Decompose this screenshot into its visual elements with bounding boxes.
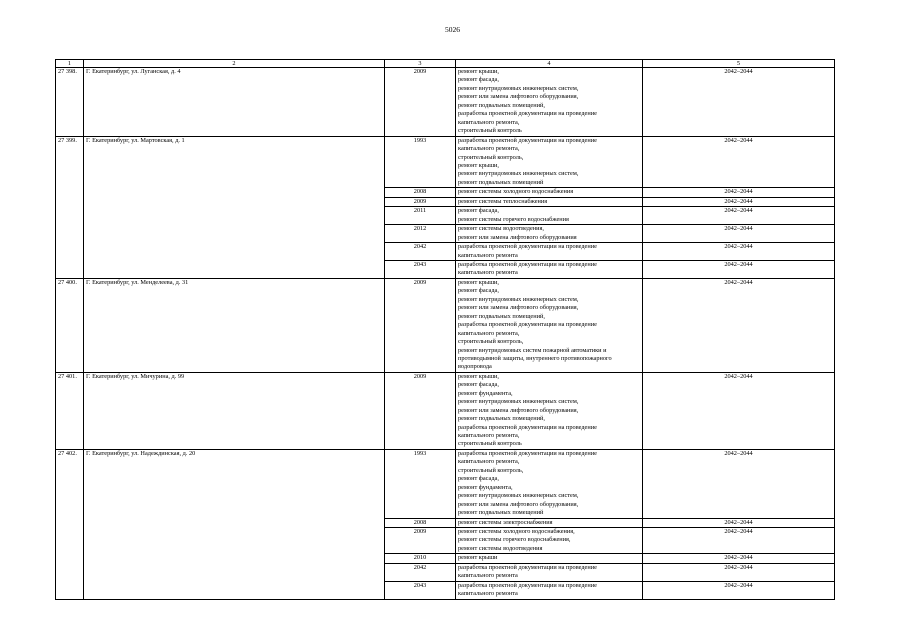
work-item: строительный контроль xyxy=(458,127,522,135)
work-item: ремонт системы водоотведения xyxy=(458,544,543,552)
work-item: ремонт подвальных помещений xyxy=(458,509,544,517)
page-number: 5026 xyxy=(445,25,460,34)
work-item: ремонт фундамента, xyxy=(458,483,513,491)
period-cell: 2042–2044 xyxy=(643,554,835,563)
work-item: ремонт системы холодного водоснабжения xyxy=(458,188,574,196)
work-item: ремонт внутридомовых инженерных систем, xyxy=(458,170,579,178)
year-cell: 2011 xyxy=(385,207,456,225)
work-item: разработка проектной документации на проведение xyxy=(458,136,597,144)
address-cell: Г. Екатеринбург, ул. Мартовская, д. 1 xyxy=(84,136,385,278)
works-cell xyxy=(456,581,643,599)
period-cell: 2042–2044 xyxy=(643,449,835,518)
work-item: ремонт системы горячего водоснабжения xyxy=(458,215,569,223)
work-item: ремонт фасада, xyxy=(458,207,499,215)
work-item: ремонт системы горячего водоснабжения, xyxy=(458,536,571,544)
work-item: ремонт подвальных помещений, xyxy=(458,101,545,109)
work-item: ремонт внутридомовых систем пожарной автоматики и xyxy=(458,346,607,354)
column-header: 4 xyxy=(456,60,643,68)
work-item: ремонт системы электроснабжения xyxy=(458,518,553,526)
record-number: 27 402. xyxy=(56,449,84,599)
period-cell: 2042–2044 xyxy=(643,278,835,372)
works-cell xyxy=(456,188,643,197)
work-item: ремонт крыши, xyxy=(458,372,500,380)
work-item: строительный контроль, xyxy=(458,466,524,474)
table-row xyxy=(56,372,835,449)
works-cell xyxy=(456,449,643,518)
works-cell xyxy=(456,225,643,243)
work-item: ремонт подвальных помещений, xyxy=(458,312,545,320)
year-cell: 1993 xyxy=(385,449,456,518)
work-item: строительный контроль xyxy=(458,440,522,448)
period-cell: 2042–2044 xyxy=(643,581,835,599)
work-item: капитального ремонта xyxy=(458,251,518,259)
period-cell: 2042–2044 xyxy=(643,372,835,449)
work-item: противодымной защиты, внутреннего противопожарного xyxy=(458,354,612,362)
work-item: строительный контроль, xyxy=(458,153,524,161)
works-cell xyxy=(456,518,643,527)
year-cell: 2009 xyxy=(385,372,456,449)
work-item: разработка проектной документации на проведение xyxy=(458,581,597,589)
work-item: капитального ремонта, xyxy=(458,458,520,466)
period-cell: 2042–2044 xyxy=(643,528,835,554)
work-item: ремонт фундамента, xyxy=(458,389,513,397)
works-cell xyxy=(456,207,643,225)
address-cell: Г. Екатеринбург, ул. Надеждинская, д. 20 xyxy=(84,449,385,599)
work-item: ремонт или замена лифтового оборудования, xyxy=(458,304,579,312)
works-cell xyxy=(456,278,643,372)
table-row xyxy=(56,68,835,137)
period-cell: 2042–2044 xyxy=(643,260,835,278)
period-cell: 2042–2044 xyxy=(643,563,835,581)
work-item: ремонт внутридомовых инженерных систем, xyxy=(458,398,579,406)
works-cell xyxy=(456,563,643,581)
works-cell xyxy=(456,528,643,554)
year-cell: 2009 xyxy=(385,68,456,137)
work-item: ремонт подвальных помещений xyxy=(458,178,544,186)
work-item: ремонт системы теплоснабжения xyxy=(458,197,548,205)
header-row xyxy=(56,60,835,68)
work-item: ремонт крыши, xyxy=(458,278,500,286)
year-cell: 2012 xyxy=(385,225,456,243)
address-cell: Г. Екатеринбург, ул. Луганская, д. 4 xyxy=(84,68,385,137)
record-number: 27 400. xyxy=(56,278,84,372)
work-item: ремонт крыши, xyxy=(458,161,500,169)
work-item: разработка проектной документации на проведение xyxy=(458,449,597,457)
table-row xyxy=(56,278,835,372)
period-cell: 2042–2044 xyxy=(643,207,835,225)
period-cell: 2042–2044 xyxy=(643,197,835,206)
work-item: разработка проектной документации на проведение xyxy=(458,110,597,118)
work-item: строительный контроль, xyxy=(458,338,524,346)
work-item: ремонт системы холодного водоснабжения, xyxy=(458,528,575,536)
record-number: 27 401. xyxy=(56,372,84,449)
work-item: ремонт или замена лифтового оборудования, xyxy=(458,93,579,101)
year-cell: 2010 xyxy=(385,554,456,563)
work-item: разработка проектной документации на проведение xyxy=(458,423,597,431)
work-item: ремонт фасада, xyxy=(458,287,499,295)
work-item: капитального ремонта, xyxy=(458,432,520,440)
work-item: водопровода xyxy=(458,363,492,371)
table-body xyxy=(56,68,835,600)
period-cell: 2042–2044 xyxy=(643,243,835,261)
work-item: капитального ремонта, xyxy=(458,329,520,337)
work-item: капитального ремонта xyxy=(458,590,518,598)
year-cell: 2009 xyxy=(385,278,456,372)
year-cell: 2009 xyxy=(385,528,456,554)
work-item: ремонт или замена лифтового оборудования, xyxy=(458,406,579,414)
works-cell xyxy=(456,372,643,449)
period-cell: 2042–2044 xyxy=(643,188,835,197)
address-cell: Г. Екатеринбург, ул. Менделеева, д. 31 xyxy=(84,278,385,372)
year-cell: 2008 xyxy=(385,188,456,197)
period-cell: 2042–2044 xyxy=(643,68,835,137)
works-cell xyxy=(456,554,643,563)
work-item: ремонт или замена лифтового оборудования xyxy=(458,233,577,241)
column-header: 5 xyxy=(643,60,835,68)
year-cell: 1993 xyxy=(385,136,456,188)
column-header: 1 xyxy=(56,60,84,68)
works-cell xyxy=(456,68,643,137)
work-item: капитального ремонта xyxy=(458,572,518,580)
work-item: ремонт внутридомовых инженерных систем, xyxy=(458,295,579,303)
table-row xyxy=(56,449,835,518)
period-cell: 2042–2044 xyxy=(643,518,835,527)
work-item: ремонт системы водоотведения, xyxy=(458,225,544,233)
table-row xyxy=(56,136,835,188)
year-cell: 2043 xyxy=(385,581,456,599)
work-item: капитального ремонта, xyxy=(458,145,520,153)
work-item: ремонт фасада, xyxy=(458,76,499,84)
address-cell: Г. Екатеринбург, ул. Мичурина, д. 99 xyxy=(84,372,385,449)
work-item: разработка проектной документации на проведение xyxy=(458,563,597,571)
column-header: 3 xyxy=(385,60,456,68)
works-cell xyxy=(456,260,643,278)
work-item: ремонт подвальных помещений, xyxy=(458,415,545,423)
year-cell: 2008 xyxy=(385,518,456,527)
work-item: ремонт крыши xyxy=(458,554,498,562)
works-cell xyxy=(456,243,643,261)
works-cell xyxy=(456,136,643,188)
record-number: 27 399. xyxy=(56,136,84,278)
work-item: разработка проектной документации на проведение xyxy=(458,243,597,251)
work-item: ремонт крыши, xyxy=(458,68,500,75)
work-item: капитального ремонта xyxy=(458,269,518,277)
works-cell xyxy=(456,197,643,206)
work-item: ремонт фасада, xyxy=(458,475,499,483)
work-item: разработка проектной документации на проведение xyxy=(458,260,597,268)
year-cell: 2009 xyxy=(385,197,456,206)
period-cell: 2042–2044 xyxy=(643,225,835,243)
work-item: разработка проектной документации на проведение xyxy=(458,321,597,329)
period-cell: 2042–2044 xyxy=(643,136,835,188)
work-item: ремонт фасада, xyxy=(458,381,499,389)
year-cell: 2042 xyxy=(385,563,456,581)
year-cell: 2043 xyxy=(385,260,456,278)
work-item: ремонт внутридомовых инженерных систем, xyxy=(458,492,579,500)
year-cell: 2042 xyxy=(385,243,456,261)
column-header: 2 xyxy=(84,60,385,68)
work-item: ремонт внутридомовых инженерных систем, xyxy=(458,84,579,92)
work-item: ремонт или замена лифтового оборудования, xyxy=(458,500,579,508)
record-number: 27 398. xyxy=(56,68,84,137)
capital-repair-table xyxy=(55,59,835,600)
work-item: капитального ремонта, xyxy=(458,118,520,126)
